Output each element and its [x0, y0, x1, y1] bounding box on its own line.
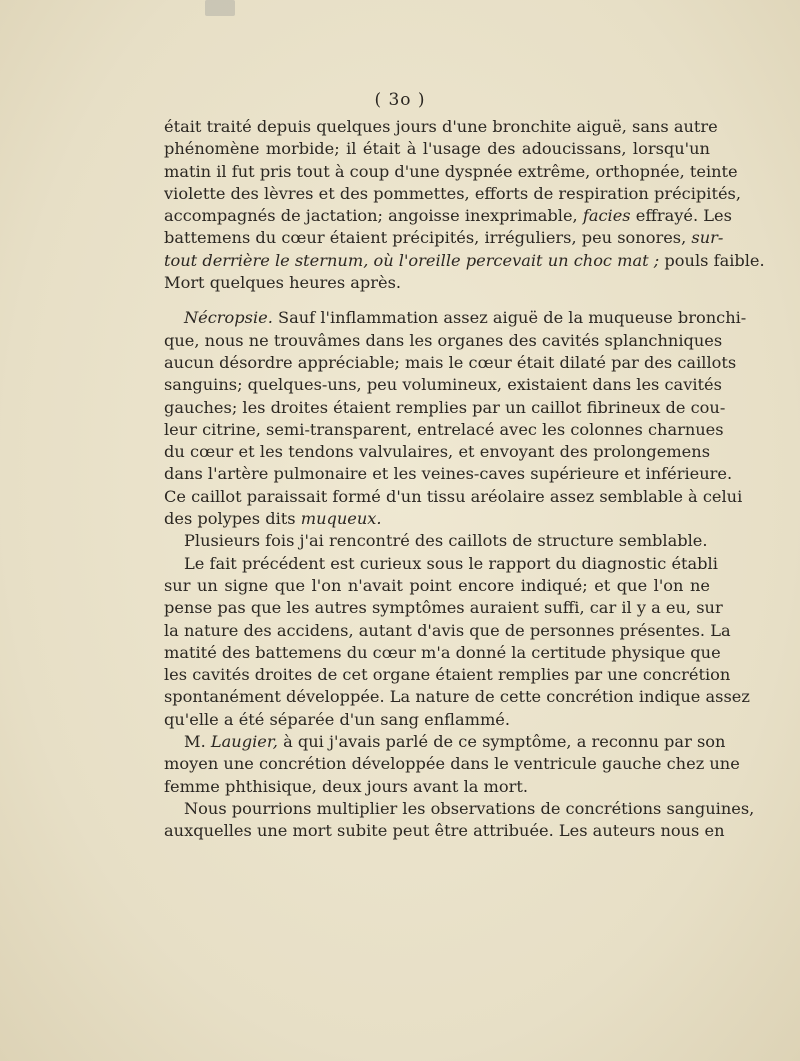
text-line: [164, 330, 723, 352]
text-segment: moyen une concrétion développée dans le ventricule gauche chez une: [164, 754, 740, 774]
text-line: [164, 776, 710, 798]
text-line: [164, 530, 710, 552]
text-segment: qu'elle a été séparée d'un sang enflammé.: [164, 709, 511, 729]
text-line: [164, 138, 710, 160]
text-segment: que, nous ne trouvâmes dans les organes des cavités splanchniques: [164, 330, 723, 350]
text-segment: Nous pourrions multiplier les observations de concrétions sanguines,: [184, 798, 755, 818]
text-segment: effrayé. Les: [630, 206, 732, 226]
italic-text: Nécropsie.: [184, 308, 273, 328]
text-line: [164, 419, 724, 441]
text-segment: dans l'artère pulmonaire et les veines-caves supérieure et inférieure.: [164, 464, 733, 484]
text-line: [164, 116, 718, 138]
text-line: [164, 620, 731, 642]
text-line: [164, 183, 741, 205]
paper-stain: [205, 0, 235, 16]
text-segment: violette des lèvres et des pommettes, efforts de respiration précipités,: [164, 183, 741, 203]
text-segment: Plusieurs fois j'ai rencontré des caillots de structure semblable.: [184, 531, 708, 551]
text-line: [164, 642, 721, 664]
text-line: [164, 731, 726, 753]
text-segment: Mort quelques heures après.: [164, 273, 402, 293]
text-line: [164, 709, 710, 731]
text-segment: phénomène morbide; il était à l'usage des adoucissans, lorsqu'un: [164, 139, 710, 159]
text-line: [164, 664, 731, 686]
text-line: [164, 374, 722, 396]
text-line: [164, 227, 724, 249]
text-line: [164, 597, 723, 619]
text-segment: auxquelles une mort subite peut être attribuée. Les auteurs nous en: [164, 821, 725, 841]
text-segment: M.: [184, 732, 211, 752]
text-segment: matin il fut pris tout à coup d'une dyspnée extrême, orthopnée, teinte: [164, 161, 738, 181]
text-line: [164, 441, 710, 463]
text-segment: à qui j'avais parlé de ce symptôme, a reconnu par son: [277, 732, 726, 752]
text-line: [164, 397, 726, 419]
text-segment: les cavités droites de cet organe étaient remplies par une concrétion: [164, 665, 731, 685]
body-text: [164, 116, 765, 843]
text-segment: matité des battemens du cœur m'a donné la certitude physique que: [164, 642, 721, 662]
text-segment: spontanément développée. La nature de cette concrétion indique assez: [164, 687, 750, 707]
text-segment: leur citrine, semi-transparent, entrelacé avec les colonnes charnues: [164, 419, 724, 439]
text-segment: du cœur et les tendons valvulaires, et envoyant des prolongemens: [164, 442, 710, 462]
text-line: [164, 250, 765, 272]
text-line: [164, 205, 732, 227]
italic-text: facies: [582, 206, 631, 226]
text-segment: Le fait précédent est curieux sous le rapport du diagnostic établi: [184, 553, 718, 573]
text-segment: Sauf l'inflammation assez aiguë de la muqueuse bronchi-: [272, 308, 747, 328]
text-line: [164, 575, 710, 597]
text-line: [164, 553, 718, 575]
text-segment: aucun désordre appréciable; mais le cœur était dilaté par des caillots: [164, 352, 737, 372]
text-line: [164, 463, 733, 485]
italic-text: muqueux.: [300, 509, 382, 529]
text-line: [164, 798, 755, 820]
text-line: [164, 161, 738, 183]
text-line: [164, 352, 737, 374]
text-segment: femme phthisique, deux jours avant la mort.: [164, 776, 529, 796]
text-segment: battemens du cœur étaient précipités, irréguliers, peu sonores,: [164, 228, 692, 248]
text-line: [164, 753, 740, 775]
text-segment: sanguins; quelques-uns, peu volumineux, existaient dans les cavités: [164, 375, 722, 395]
italic-text: tout derrière le sternum, où l'oreille percevait un choc mat ;: [164, 250, 660, 270]
italic-text: Laugier,: [210, 732, 278, 752]
text-line: [164, 272, 710, 294]
text-segment: accompagnés de jactation; angoisse inexprimable,: [164, 206, 583, 226]
text-segment: Ce caillot paraissait formé d'un tissu aréolaire assez semblable à celui: [164, 486, 743, 506]
italic-text: sur-: [691, 228, 724, 248]
text-line: [164, 307, 747, 329]
text-segment: pouls faible.: [659, 250, 765, 270]
page-number: ( 3o ): [374, 90, 426, 110]
text-line: [164, 508, 710, 530]
text-segment: sur un signe que l'on n'avait point encore indiqué; et que l'on ne: [164, 575, 710, 595]
text-segment: des polypes dits: [164, 509, 301, 529]
text-segment: gauches; les droites étaient remplies par un caillot fibrineux de cou-: [164, 397, 726, 417]
text-segment: était traité depuis quelques jours d'une bronchite aiguë, sans autre: [164, 117, 718, 136]
text-segment: pense pas que les autres symptômes auraient suffi, car il y a eu, sur: [164, 598, 723, 618]
paragraph-gap: [164, 294, 710, 307]
text-line: [164, 686, 750, 708]
text-line: [164, 486, 743, 508]
text-line: [164, 820, 725, 842]
text-segment: la nature des accidens, autant d'avis que de personnes présentes. La: [164, 620, 731, 640]
